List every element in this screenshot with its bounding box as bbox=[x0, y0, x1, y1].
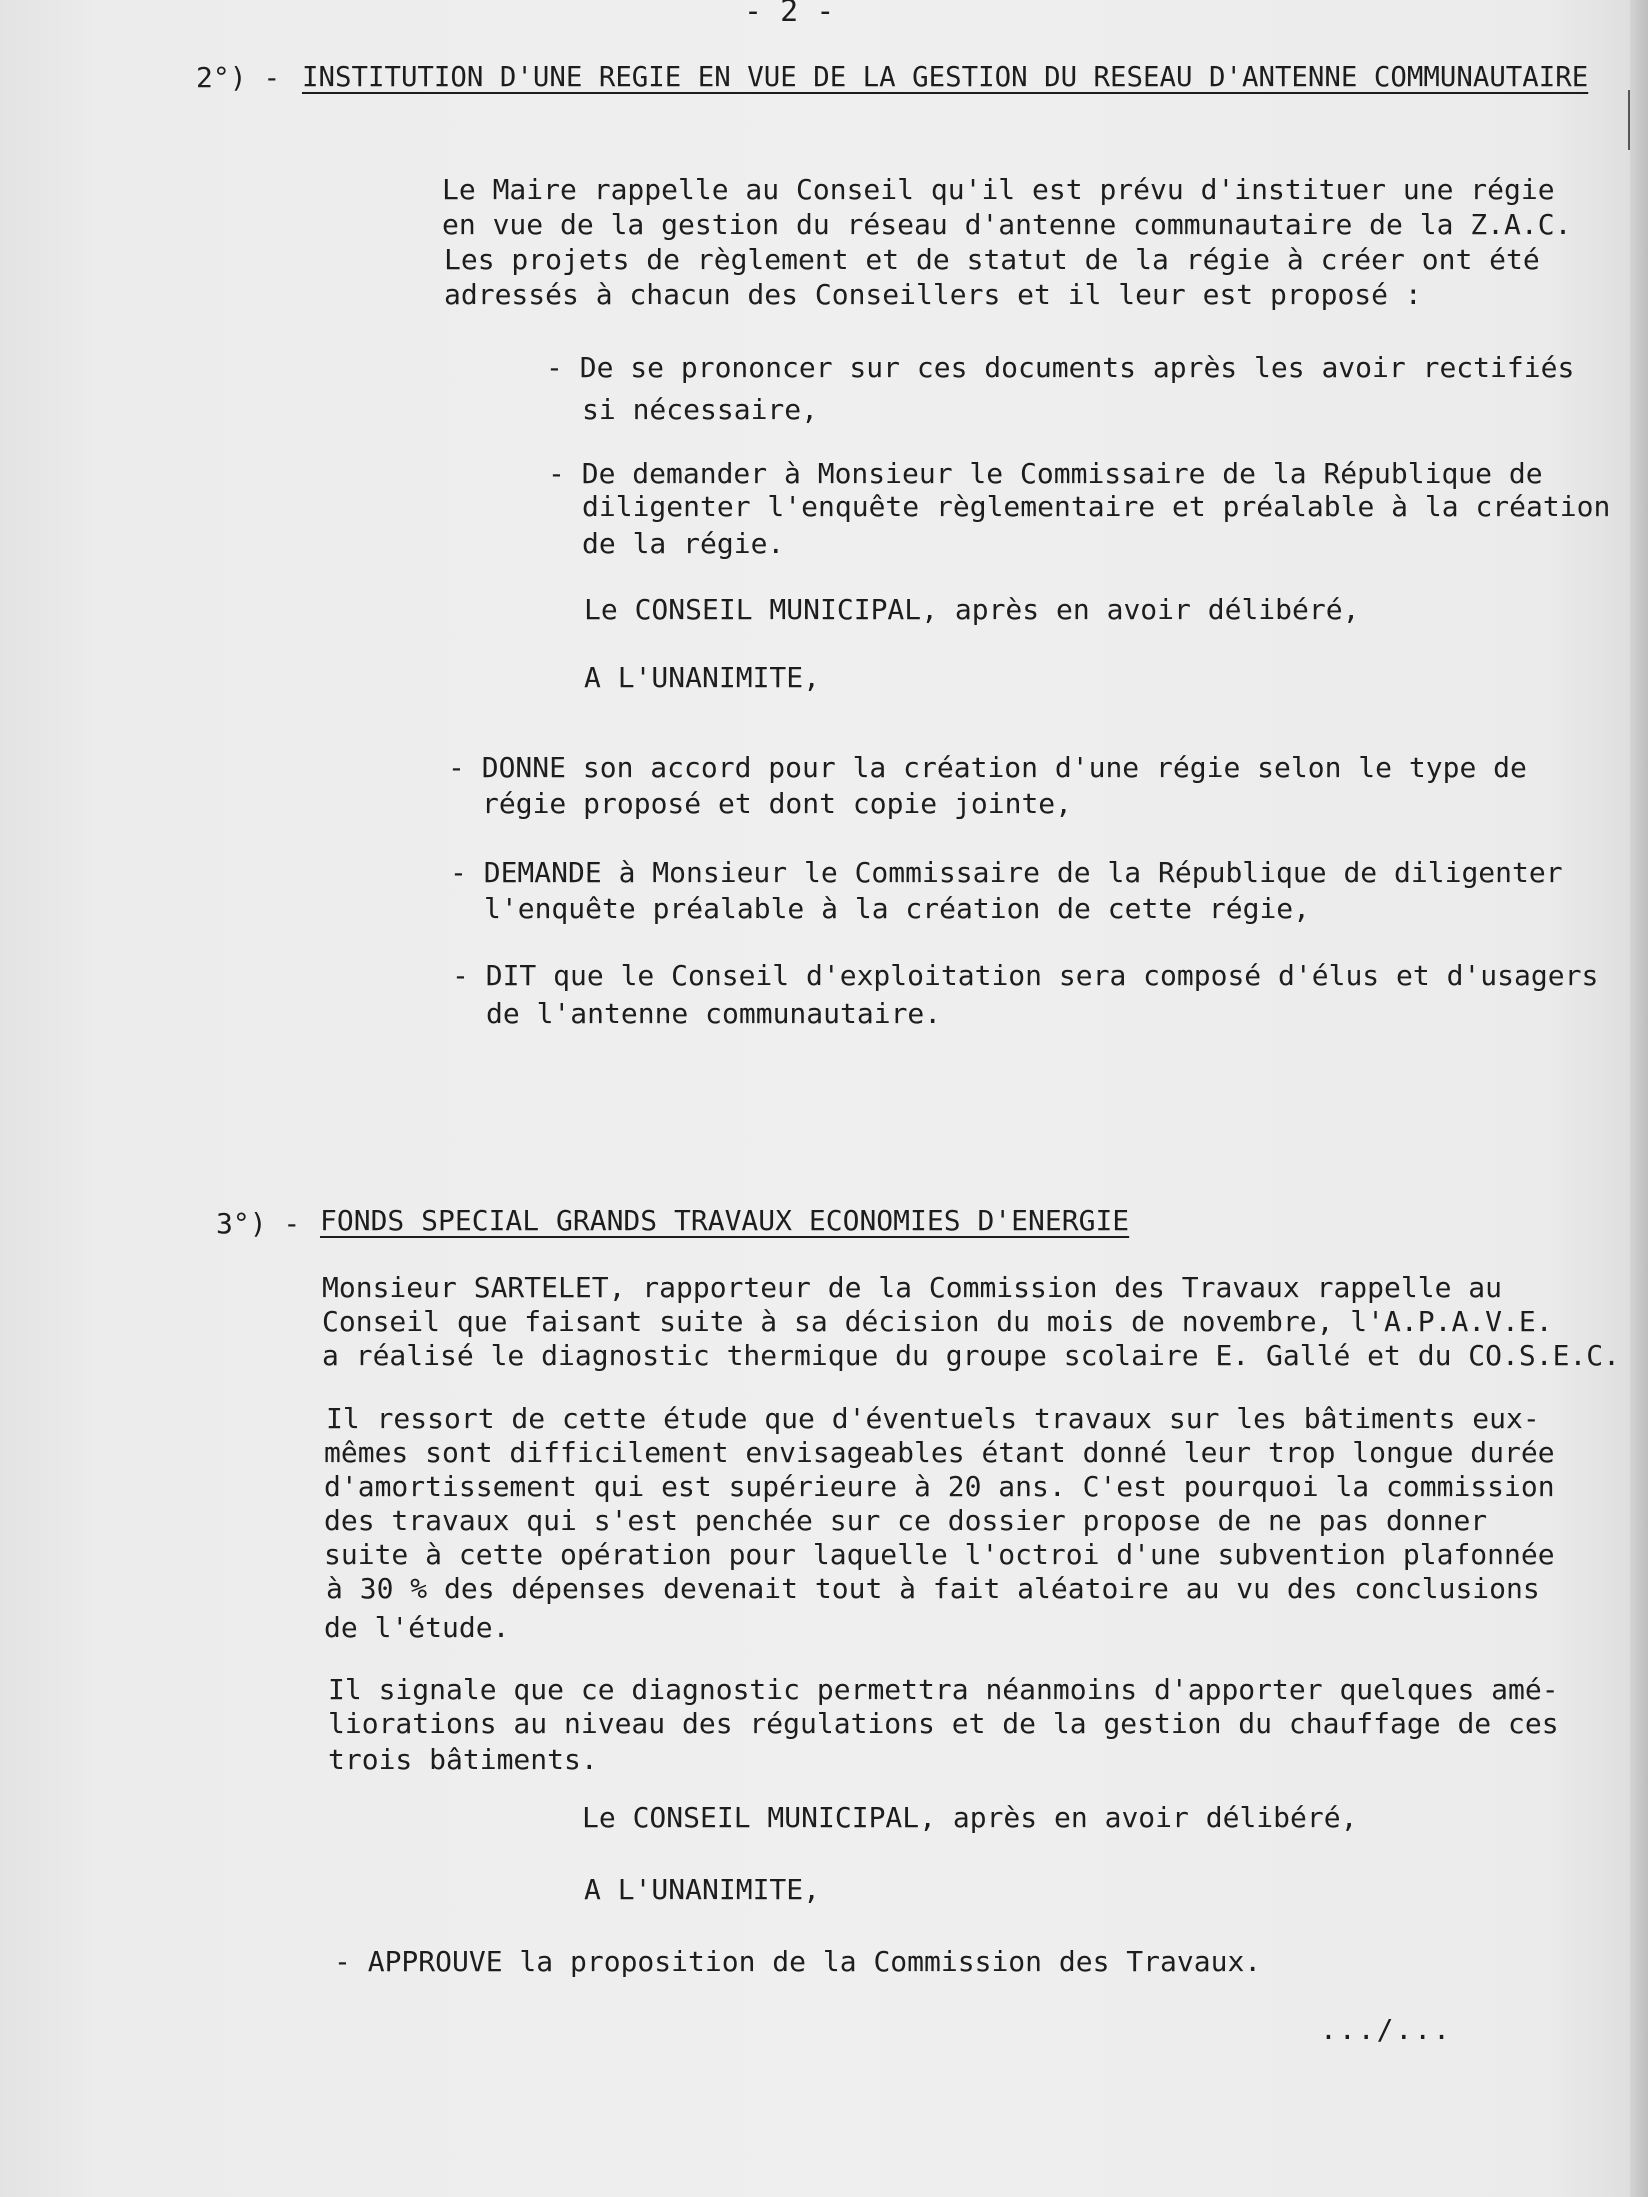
paragraph-line: a réalisé le diagnostic thermique du groupe scolaire E. Gallé et du CO.S.E.C. bbox=[322, 1339, 1621, 1372]
paragraph-line: suite à cette opération pour laquelle l'octroi d'une subvention plafonnée bbox=[324, 1538, 1555, 1571]
decision-line: - APPROUVE la proposition de la Commission des Travaux. bbox=[334, 1945, 1262, 1978]
paragraph-line: Il ressort de cette étude que d'éventuels travaux sur les bâtiments eux- bbox=[326, 1402, 1540, 1435]
section-3-number: 3°) - bbox=[216, 1207, 301, 1240]
continuation-mark: .../... bbox=[1320, 2013, 1453, 2046]
paragraph-line: d'amortissement qui est supérieure à 20 ans. C'est pourquoi la commission bbox=[324, 1470, 1555, 1503]
vote-text: A L'UNANIMITE, bbox=[584, 1873, 821, 1906]
deliberation-text: Le CONSEIL MUNICIPAL, après en avoir délibéré, bbox=[584, 593, 1360, 626]
section-2-title: INSTITUTION D'UNE REGIE EN VUE DE LA GESTION DU RESEAU D'ANTENNE COMMUNAUTAIRE bbox=[302, 62, 1589, 93]
deliberation-text: Le CONSEIL MUNICIPAL, après en avoir délibéré, bbox=[582, 1801, 1358, 1834]
section-2-intro-line: adressés à chacun des Conseillers et il leur est proposé : bbox=[444, 278, 1422, 311]
margin-rule bbox=[1628, 90, 1630, 150]
paragraph-line: de l'étude. bbox=[324, 1611, 510, 1644]
paragraph-line: Monsieur SARTELET, rapporteur de la Commission des Travaux rappelle au bbox=[322, 1271, 1503, 1304]
paragraph-line: trois bâtiments. bbox=[328, 1743, 598, 1776]
proposal-line: - De demander à Monsieur le Commissaire de la République de bbox=[548, 457, 1543, 490]
paragraph-line: des travaux qui s'est penchée sur ce dossier propose de ne pas donner bbox=[324, 1504, 1488, 1537]
paragraph-line: à 30 % des dépenses devenait tout à fait aléatoire au vu des conclusions bbox=[326, 1572, 1540, 1605]
decision-line: - DIT que le Conseil d'exploitation sera composé d'élus et d'usagers bbox=[452, 959, 1599, 992]
vote-text: A L'UNANIMITE, bbox=[584, 661, 821, 694]
proposal-line: diligenter l'enquête règlementaire et préalable à la création bbox=[582, 490, 1611, 523]
section-3-title: FONDS SPECIAL GRANDS TRAVAUX ECONOMIES D'ENERGIE bbox=[320, 1204, 1130, 1237]
paragraph-line: liorations au niveau des régulations et de la gestion du chauffage de ces bbox=[328, 1707, 1559, 1740]
section-2-intro-line: Les projets de règlement et de statut de la régie à créer ont été bbox=[444, 243, 1540, 276]
decision-line: - DONNE son accord pour la création d'une régie selon le type de bbox=[448, 751, 1527, 784]
section-2-number: 2°) - bbox=[196, 61, 281, 94]
proposal-line: de la régie. bbox=[582, 527, 785, 560]
decision-line: - DEMANDE à Monsieur le Commissaire de la République de diligenter bbox=[450, 856, 1563, 889]
paragraph-line: Conseil que faisant suite à sa décision du mois de novembre, l'A.P.A.V.E. bbox=[322, 1305, 1553, 1338]
decision-line: de l'antenne communautaire. bbox=[486, 997, 942, 1030]
section-2-intro-line: Le Maire rappelle au Conseil qu'il est prévu d'instituer une régie bbox=[442, 173, 1555, 206]
decision-line: régie proposé et dont copie jointe, bbox=[482, 787, 1073, 820]
page-edge-shadow bbox=[1630, 0, 1648, 2197]
decision-line: l'enquête préalable à la création de cette régie, bbox=[484, 892, 1311, 925]
proposal-line: si nécessaire, bbox=[582, 393, 819, 426]
paragraph-line: mêmes sont difficilement envisageables étant donné leur trop longue durée bbox=[324, 1436, 1555, 1469]
paragraph-line: Il signale que ce diagnostic permettra néanmoins d'apporter quelques amé- bbox=[328, 1673, 1559, 1706]
page-number: - 2 - bbox=[744, 0, 835, 29]
section-2-intro-line: en vue de la gestion du réseau d'antenne communautaire de la Z.A.C. bbox=[442, 208, 1572, 241]
proposal-line: - De se prononcer sur ces documents après les avoir rectifiés bbox=[546, 351, 1575, 384]
